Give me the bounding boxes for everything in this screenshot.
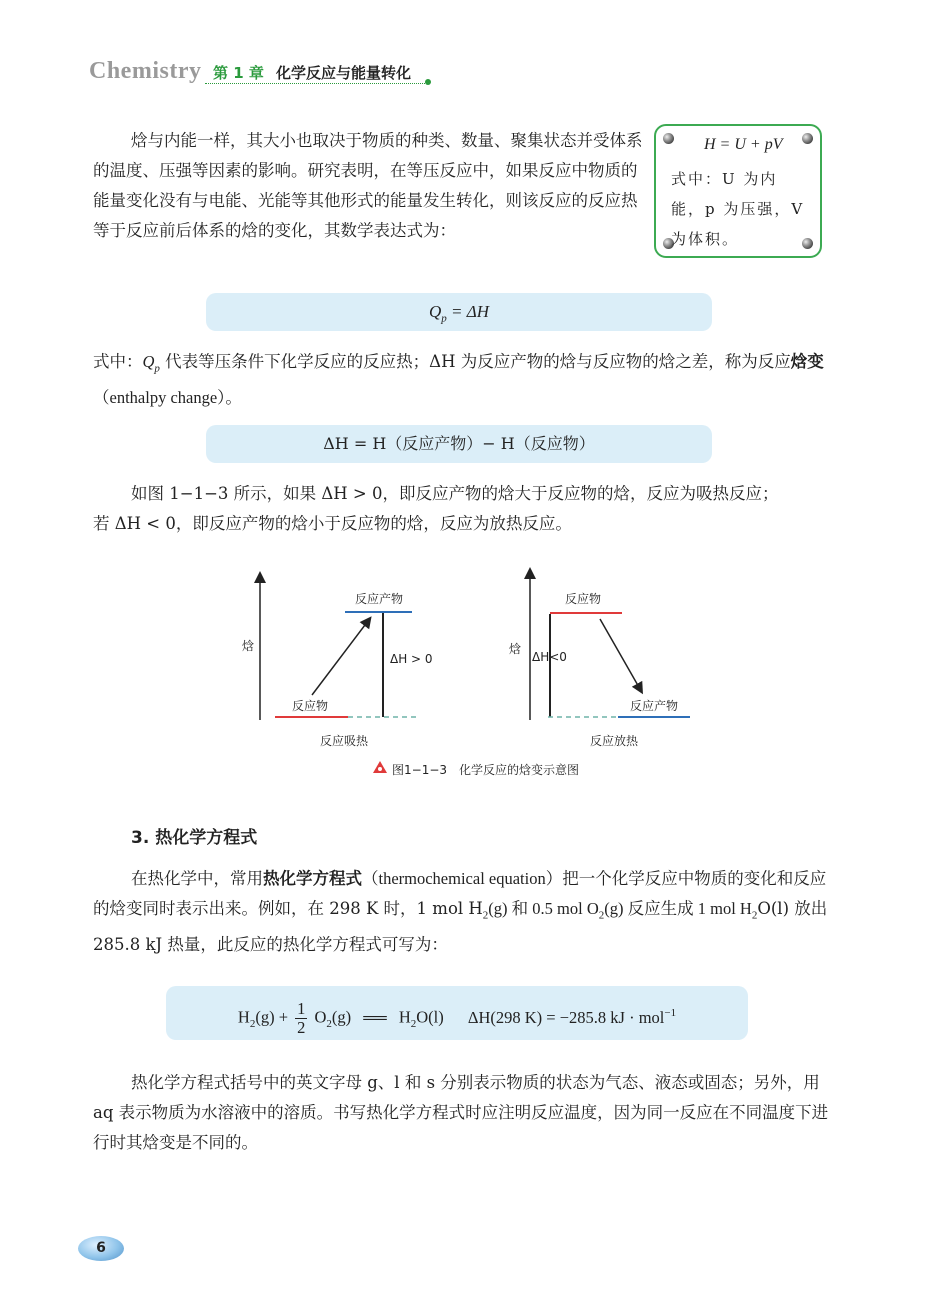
term-enthalpy-change: 焓变 <box>790 352 824 371</box>
explain-q: Q <box>142 352 155 371</box>
eq-den: 2 <box>297 1018 306 1038</box>
notation-paragraph <box>93 1068 833 1158</box>
dh-positive-label: ΔH > 0 <box>390 652 433 666</box>
figure-caption: 图1−1−3 化学反应的焓变示意图 <box>392 763 580 777</box>
eq-h2: H <box>237 1007 250 1027</box>
endothermic-caption: 反应吸热 <box>320 734 369 748</box>
explain-mid: 代表等压条件下化学反应的反应热；ΔH 为反应产物的焓与反应物的焓之差，称为反应 <box>165 352 791 371</box>
header-brand: Chemistry <box>89 58 202 84</box>
formula-box-dh <box>206 425 712 463</box>
formula-rhs: = ΔH <box>451 302 489 321</box>
eq-arrow: ══ <box>363 1007 387 1027</box>
explain-q-sub: p <box>154 362 160 375</box>
explain-paragraph <box>93 347 828 413</box>
diagram-endothermic <box>241 577 433 748</box>
explain-english: （enthalpy change）。 <box>93 388 242 408</box>
notation-text: 热化学方程式括号中的英文字母 g、l 和 s 分别表示物质的状态为气态、液态或固态；另外，用 aq 表示物质为水溶液中的溶质。书写热化学方程式时应注明反应温度，因为同一反应在不同温度下进行时其焓变是不同的。 <box>93 1073 829 1152</box>
pin-icon <box>802 133 813 144</box>
sign-line-2: 若 ΔH < 0，即反应产物的焓小于反应物的焓，反应为放热反应。 <box>93 514 572 533</box>
thermochemical-equation-box: $H_2(g)$ + $\frac{1}{2}$ $O_2(g)$ ══ $H_2O(l)$ ΔH(298 K) = −285.8 kJ · mol$^{-1}$ <box>166 986 748 1040</box>
thermo-paragraph: 在热化学中，常用热化学方程式（thermochemical equation）把一个化学反应中物质的变化和反应的焓变同时表示出来。例如，在 298 K 时，1 mol $H_2(g)$ 和 0.5 mol $O_2(g)$ 反应生成 1 mol $H_2O(l)$ 放出 285.8 kJ 热量，此反应的热化学方程式可写为： <box>93 869 828 955</box>
explain-prefix: 式中： <box>93 352 143 371</box>
thermo-c: (g) 和 0.5 mol O <box>488 899 599 918</box>
formula-dh-text: ΔH = H（反应产物）− H（反应物） <box>323 434 595 453</box>
thermo-e: O(l) 放出 285.8 kJ 热量，此反应的热化学方程式可写为： <box>93 899 828 955</box>
reaction-arrow <box>600 619 640 689</box>
eq-fraction <box>295 1000 307 1037</box>
product-label: 反应产物 <box>630 699 679 713</box>
thermo-a: 在热化学中，常用 <box>131 869 263 888</box>
formula-q: Q <box>428 302 442 321</box>
header-dot <box>425 79 431 85</box>
sidenote-box <box>654 124 822 258</box>
sidenote-text: 式中：U 为内能，p 为压强，V 为体积。 <box>671 170 805 248</box>
caption-triangle-dot <box>378 767 382 771</box>
header-dotted-line <box>205 83 427 84</box>
eq-num: 1 <box>297 999 306 1019</box>
eq-dh: ΔH(298 K) = −285.8 kJ · mol <box>467 1007 665 1027</box>
formula-q-sub: p <box>441 312 447 325</box>
term-thermochemical-equation: 热化学方程式 <box>263 869 362 888</box>
axis-label-enthalpy: 焓 <box>242 639 255 653</box>
exothermic-caption: 反应放热 <box>590 734 639 748</box>
eq-l: O(l) <box>416 1007 444 1027</box>
eq-g2: (g) <box>331 1007 352 1027</box>
diagram-exothermic <box>508 573 690 748</box>
axis-label-enthalpy: 焓 <box>509 642 522 656</box>
section-title: 3. 热化学方程式 <box>131 828 258 848</box>
product-label: 反应产物 <box>355 592 404 606</box>
sign-paragraph <box>93 479 833 539</box>
eq-o2: O <box>314 1007 327 1027</box>
formula-box-qp <box>206 293 712 331</box>
eq-g1: (g) + <box>255 1007 288 1027</box>
dh-negative-label: ΔH<0 <box>532 650 567 664</box>
reactant-label: 反应物 <box>292 699 329 713</box>
thermo-d: (g) 反应生成 1 mol H <box>604 899 752 918</box>
thermo-english: （thermochemical equation） <box>362 869 563 888</box>
intro-text: 焓与内能一样，其大小也取决于物质的种类、数量、聚集状态并受体系的温度、压强等因素的影响。研究表明，在等压反应中，如果反应中物质的能量变化没有与电能、光能等其他形式的能量发生转化，则该反应的反应热等于反应前后体系的焓的变化，其数学表达式为： <box>93 131 643 240</box>
reactant-label: 反应物 <box>565 592 602 606</box>
sign-line-1: 如图 1−1−3 所示，如果 ΔH > 0，即反应产物的焓大于反应物的焓，反应为吸热反应； <box>131 484 779 503</box>
pin-icon <box>663 133 674 144</box>
chapter-title: 化学反应与能量转化 <box>276 64 412 82</box>
thermo-b: 把一个化学反应中物质的变化和反应的焓变同时表示出来。例如，在 298 K 时，1 mol H <box>93 869 827 918</box>
eq-exp: −1 <box>664 1007 677 1019</box>
page-number: 6 <box>78 1236 124 1261</box>
enthalpy-figure <box>240 565 710 785</box>
chapter-label: 第 1 章 <box>213 64 264 82</box>
reaction-arrow <box>312 621 368 695</box>
intro-paragraph <box>93 126 643 246</box>
eq-h2o: H <box>398 1007 411 1027</box>
sidenote-formula: H = U + pV <box>704 136 783 153</box>
